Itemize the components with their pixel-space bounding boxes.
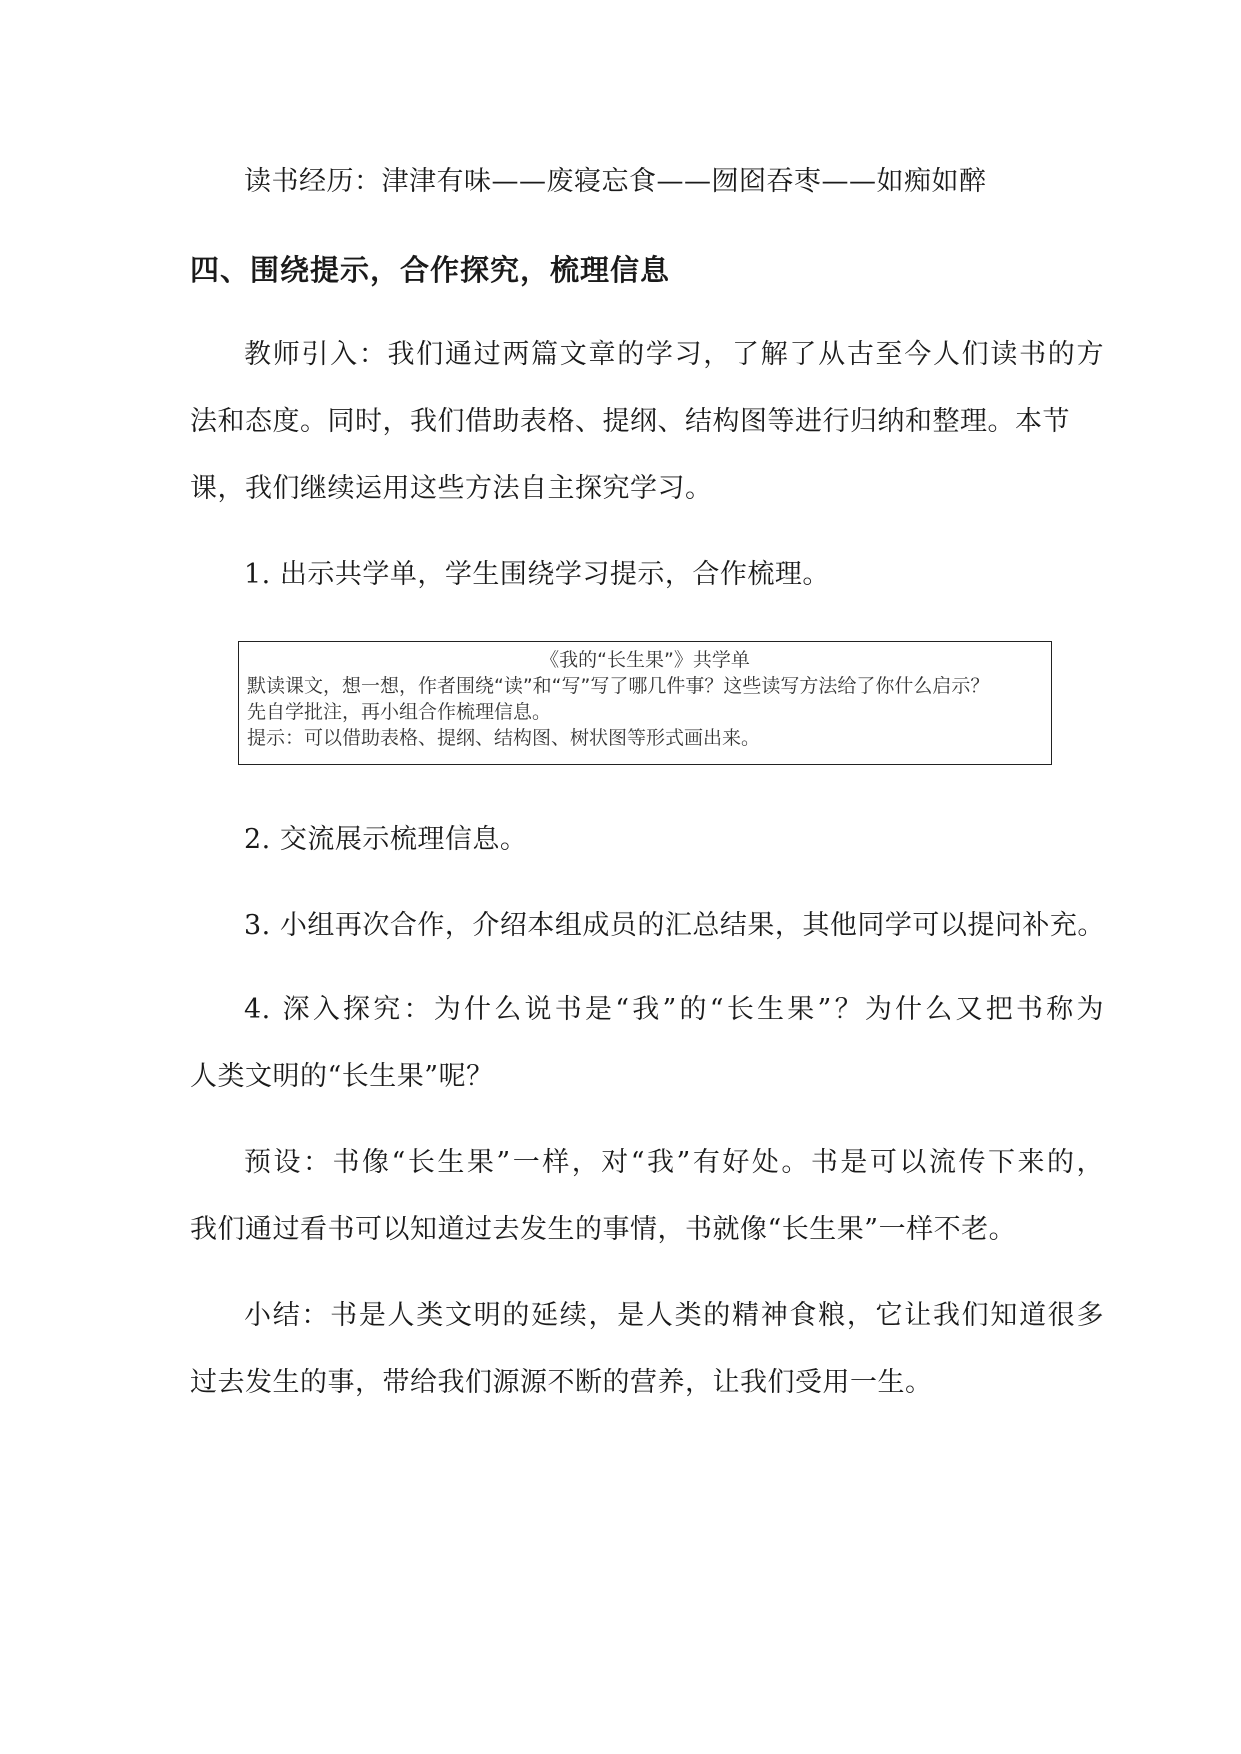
worksheet-box [238,641,1052,765]
worksheet-line-1: 默读课文，想一想，作者围绕“读”和“写”写了哪几件事？这些读写方法给了你什么启示？ [247,675,990,697]
worksheet-line-2: 先自学批注，再小组合作梳理信息。 [247,701,552,723]
worksheet-title: 《我的“长生果”》共学单 [540,649,750,671]
step-4-line-1: 4. 深入探究：为什么说书是“我”的“长生果”？为什么又把书称为 [244,994,1104,1025]
summary-line-1: 小结：书是人类文明的延续，是人类的精神食粮，它让我们知道很多 [244,1300,1104,1331]
section-heading: 四、围绕提示，合作探究，梳理信息 [190,253,671,287]
step-4-line-2: 人类文明的“长生果”呢？ [190,1061,494,1092]
reading-experience-line: 读书经历：津津有味——废寝忘食——囫囵吞枣——如痴如醉 [244,166,987,197]
summary-line-2: 过去发生的事，带给我们源源不断的营养，让我们受用一生。 [190,1367,933,1398]
preset-line-1: 预设：书像“长生果”一样，对“我”有好处。书是可以流传下来的， [244,1147,1104,1178]
intro-line-1: 教师引入：我们通过两篇文章的学习，了解了从古至今人们读书的方 [244,339,1104,370]
step-2: 2. 交流展示梳理信息。 [244,824,528,855]
step-1: 1. 出示共学单，学生围绕学习提示，合作梳理。 [244,559,830,590]
intro-line-2: 法和态度。同时，我们借助表格、提纲、结构图等进行归纳和整理。本节 [190,406,1070,437]
worksheet-line-3: 提示：可以借助表格、提纲、结构图、树状图等形式画出来。 [247,727,761,749]
step-3: 3. 小组再次合作，介绍本组成员的汇总结果，其他同学可以提问补充。 [244,910,1105,941]
intro-line-3: 课，我们继续运用这些方法自主探究学习。 [190,473,713,504]
preset-line-2: 我们通过看书可以知道过去发生的事情，书就像“长生果”一样不老。 [190,1214,1017,1245]
